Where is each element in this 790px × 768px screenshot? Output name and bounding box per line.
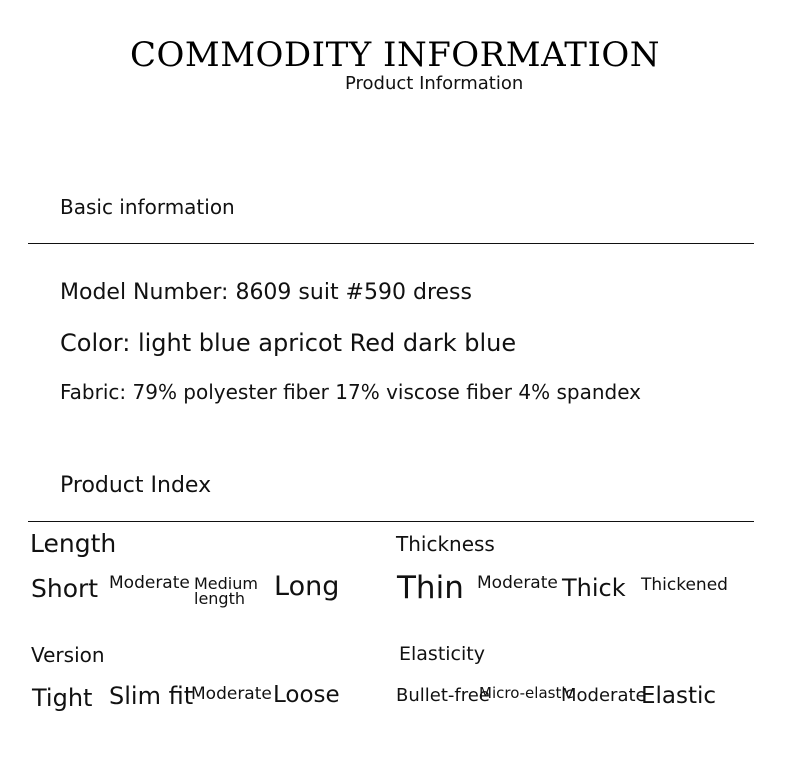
- page-subtitle: Product Information: [345, 73, 524, 94]
- version-option-slim-fit: Slim fit: [109, 682, 194, 710]
- page-title: COMMODITY INFORMATION: [130, 35, 660, 75]
- length-option-long: Long: [274, 571, 340, 602]
- version-label: Version: [31, 643, 105, 667]
- elasticity-label: Elasticity: [399, 643, 485, 665]
- product-index-divider: [28, 521, 754, 522]
- thickness-option-thick: Thick: [562, 574, 626, 602]
- version-option-loose: Loose: [273, 682, 340, 708]
- elasticity-option-micro-elastic: Micro-elastic: [479, 684, 574, 702]
- model-number: Model Number: 8609 suit #590 dress: [60, 280, 472, 305]
- version-option-tight: Tight: [32, 684, 93, 712]
- elasticity-option-bullet-free: Bullet-free: [396, 685, 490, 706]
- thickness-option-moderate: Moderate: [477, 573, 558, 593]
- color-info: Color: light blue apricot Red dark blue: [60, 329, 517, 357]
- product-index-heading: Product Index: [60, 473, 212, 498]
- elasticity-option-moderate: Moderate: [561, 685, 647, 706]
- fabric-info: Fabric: 79% polyester fiber 17% viscose fiber 4% spandex: [60, 380, 641, 404]
- length-option-moderate: Moderate: [109, 573, 190, 593]
- thickness-label: Thickness: [396, 532, 495, 556]
- thickness-option-thin: Thin: [397, 570, 464, 606]
- basic-info-heading: Basic information: [60, 195, 235, 219]
- thickness-option-thickened: Thickened: [641, 575, 728, 595]
- length-option-short: Short: [31, 574, 99, 603]
- elasticity-option-elastic: Elastic: [641, 683, 717, 709]
- length-option-medium: Medium length: [194, 574, 258, 608]
- version-option-moderate: Moderate: [191, 684, 272, 704]
- basic-info-divider: [28, 243, 754, 244]
- length-label: Length: [30, 529, 117, 558]
